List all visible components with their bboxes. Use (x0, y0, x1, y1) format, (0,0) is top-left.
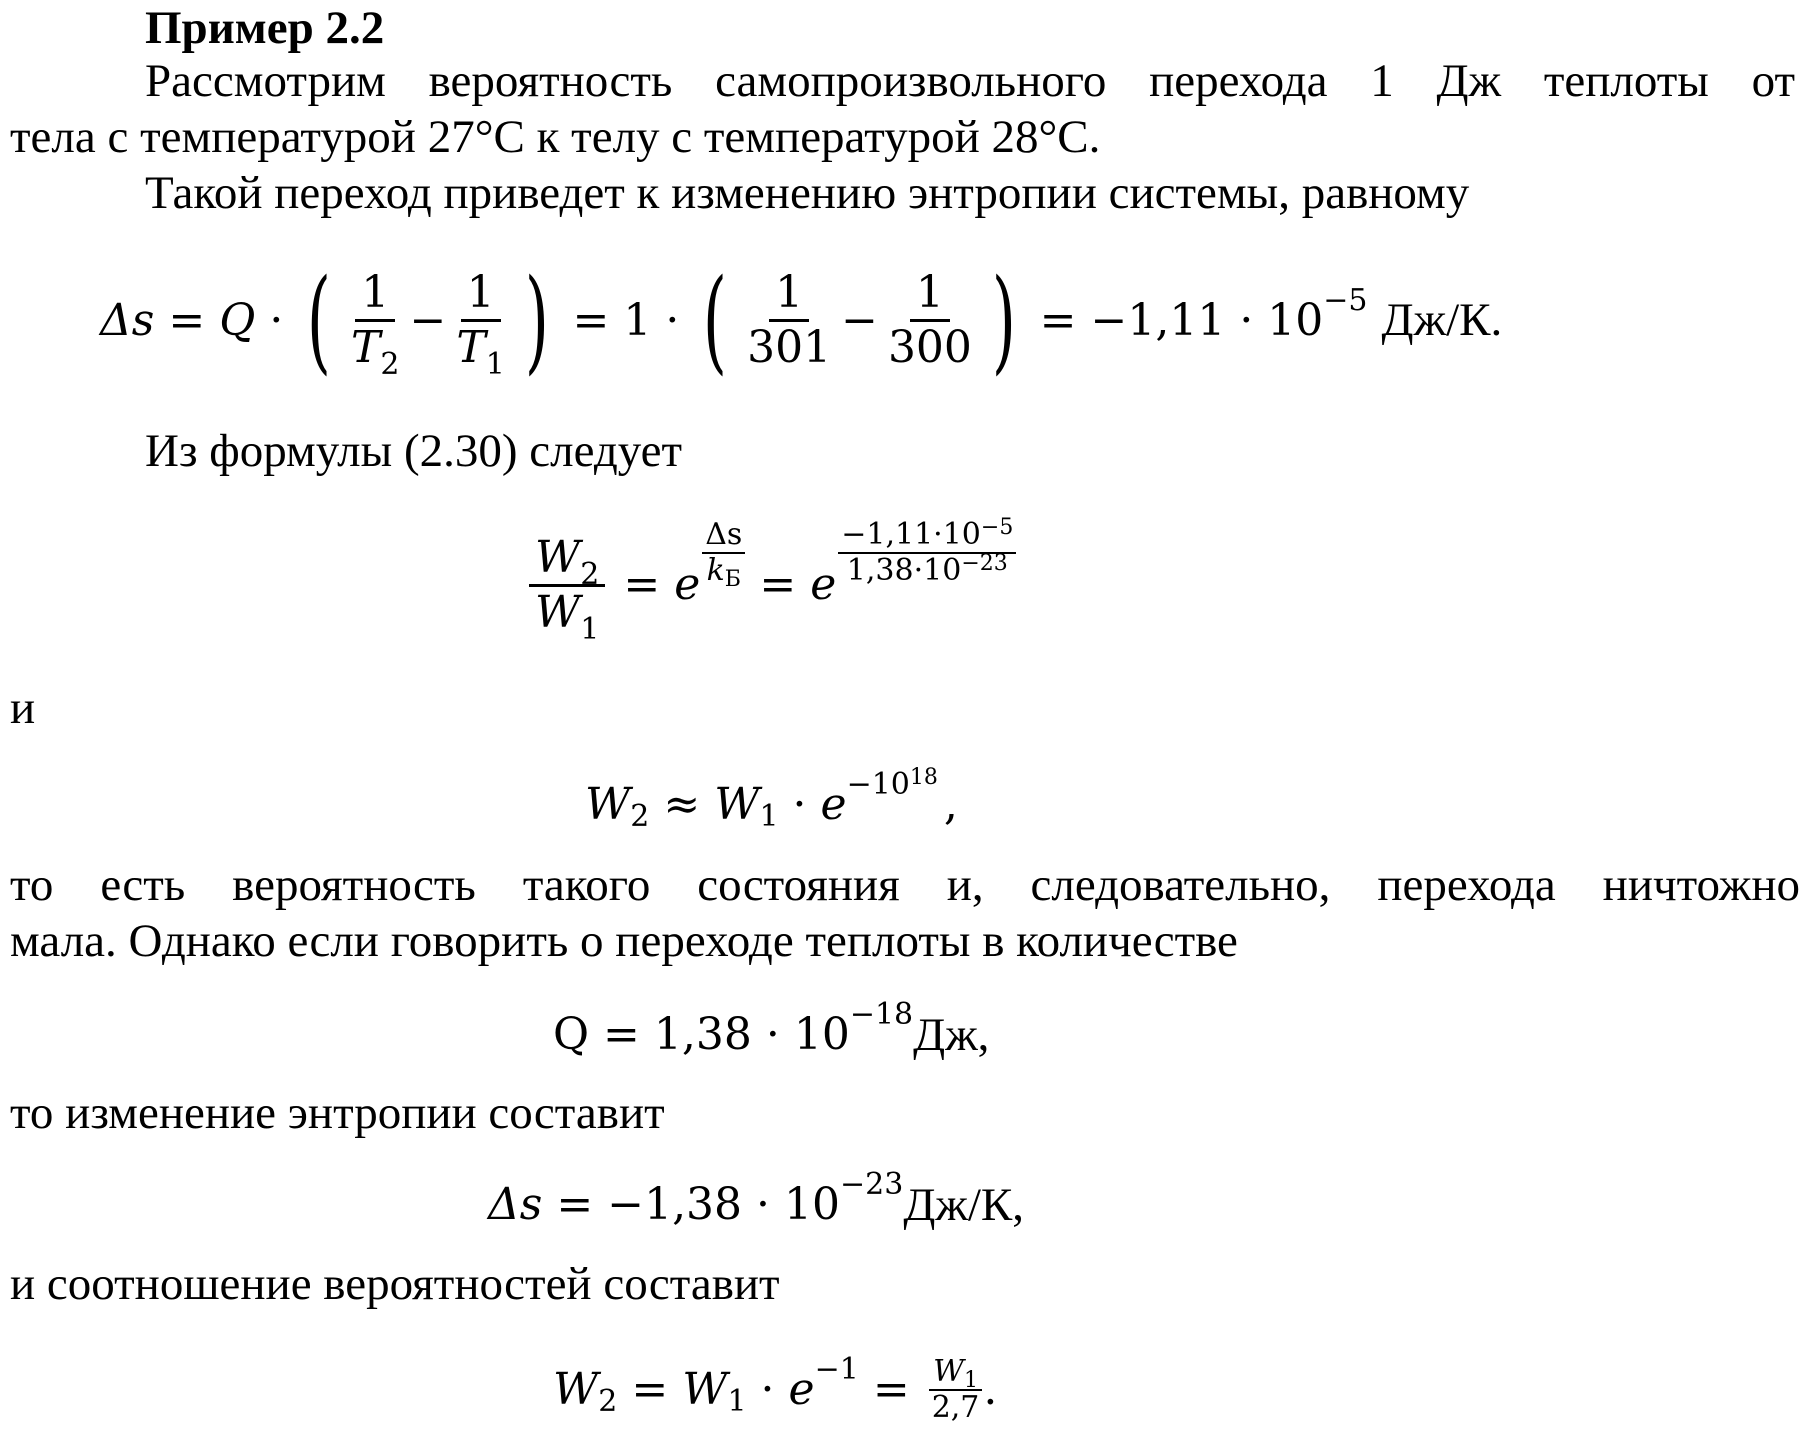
paragraph-7: и соотношение вероятностей составит (10, 1258, 780, 1310)
example-heading: Пример 2.2 (145, 2, 385, 54)
exponent-ds-over-kb: Δs $k_Б$ (702, 520, 745, 586)
equals-sign: = (168, 294, 206, 346)
fraction-1-over-t2: $\frac{1}{T_2}$ (351, 267, 400, 382)
one-coefficient: 1 (623, 294, 652, 346)
heat-quantity-equation: Q = 1,38 · 10 −18 Дж, (553, 997, 990, 1061)
w2-approx-equation: W 2 ≈ W 1 · e $-10^{18}$ , (585, 765, 958, 834)
right-paren: ) (524, 255, 549, 386)
paragraph-6: то изменение энтропии составит (10, 1087, 665, 1139)
fraction-1-over-t1: $\frac{1}{T_1}$ (456, 267, 505, 382)
fraction-1-over-301: $\frac{1}{301}$ (747, 267, 832, 373)
fraction-1-over-300: $\frac{1}{300}$ (887, 267, 972, 373)
paragraph-2: Такой переход приведет к изменению энтропии системы, равному (145, 167, 1470, 219)
probability-ratio-equation: $\frac{W_2}{W_1}$ = e Δs $k_Б$ = e $-1,11\cdot 10^{-5}$ $1,38\cdot 10^{-23}$ (525, 520, 1016, 650)
entropy-result: −1,11 · 10 (1090, 294, 1324, 346)
paragraph-3: Из формулы (2.30) следует (145, 425, 683, 477)
dot-operator: · (269, 294, 284, 346)
paragraph-5-line-1: то есть вероятность такого состояния и, следовательно, перехода ничтожно (10, 859, 1800, 911)
fraction-w2-over-w1: $\frac{W_2}{W_1}$ (529, 536, 605, 635)
minus-sign: − (409, 294, 447, 346)
delta-s: Δs (100, 294, 155, 346)
unit-j-per-k: Дж/К. (1381, 294, 1503, 346)
paragraph-4: и (10, 682, 36, 734)
paragraph-1-line-2: тела с температурой 27°С к телу с температурой 28°С. (10, 111, 1101, 163)
exponent-numeric: $-1,11\cdot 10^{-5}$ $1,38\cdot 10^{-23}$ (838, 520, 1016, 586)
probability-ratio-result-equation: W 2 = W 1 · e −1 = $\frac{W_1}{2,7}$ . (553, 1352, 998, 1425)
heat-q: Q (219, 294, 256, 346)
fraction-w1-over-2-7: $\frac{W_1}{2,7}$ (928, 1357, 984, 1423)
left-paren: ( (307, 255, 332, 386)
paragraph-5-line-2: мала. Однако если говорить о переходе теплоты в количестве (10, 915, 1238, 967)
entropy-change-equation: Δs = Q · ( $\frac{1}{T_2}$ − $\frac{1}{T_1}$ ) = 1 · ( $\frac{1}{301}$ − $\frac{1}{300}$ ) = −1,11 · 10 −5 Дж/К. (100, 255, 1503, 386)
entropy-change-small-equation: Δs = −1,38 · 10 −23 Дж/К, (488, 1167, 1025, 1231)
paragraph-1-line-1: Рассмотрим вероятность самопроизвольного перехода 1 Дж теплоты от (145, 55, 1795, 107)
